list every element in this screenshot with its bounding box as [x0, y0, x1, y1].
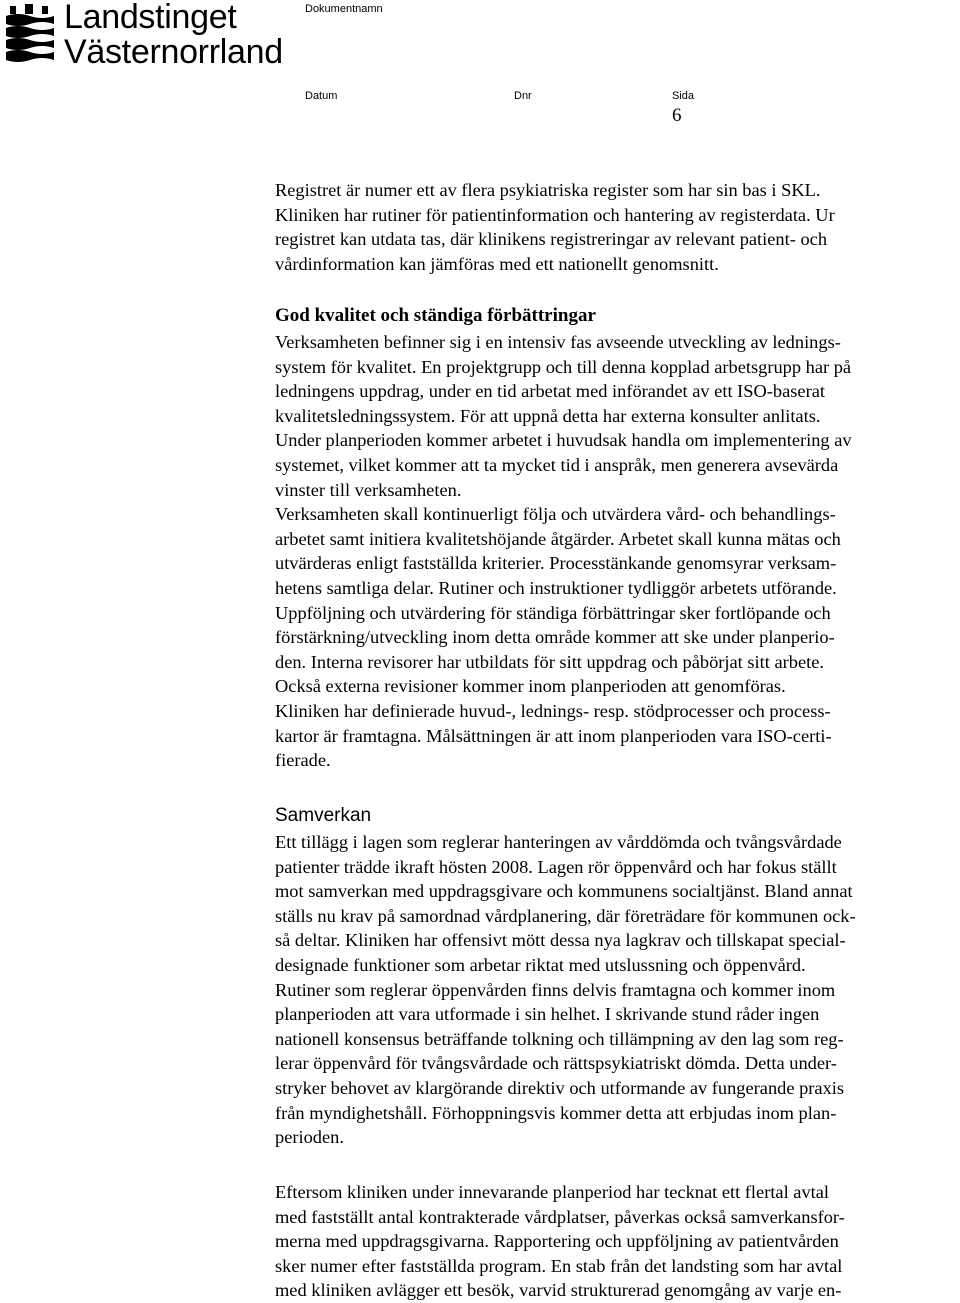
contracts-paragraph — [275, 1180, 958, 1303]
text-line: Kliniken har rutiner för patientinformation och hantering av registerdata. Ur — [275, 204, 835, 225]
section-heading-quality: God kvalitet och ständiga förbättringar — [275, 305, 596, 326]
text-line: Verksamheten skall kontinuerligt följa och utvärdera vård- och behandlings- — [275, 504, 836, 525]
text-line: fierade. — [275, 750, 331, 771]
text-line: planperioden att vara utformade i sin helhet. I skrivande stund råder ingen — [275, 1004, 820, 1025]
text-line: Rutiner som reglerar öppenvården finns delvis framtagna och kommer inom — [275, 979, 836, 1000]
text-line: stryker behovet av klargörande direktiv och utformande av fungerande praxis — [275, 1077, 845, 1098]
text-line: Också externa revisioner kommer inom planperioden att genomföras. — [275, 676, 786, 697]
text-line: nationell konsensus beträffande tolkning och tillämpning av den lag som reg- — [275, 1028, 844, 1049]
text-line: mot samverkan med uppdragsgivare och kommunens socialtjänst. Bland annat — [275, 881, 853, 902]
quality-paragraph — [275, 330, 958, 773]
organisation-name — [64, 0, 283, 70]
text-line: registret kan utdata tas, där klinikens registreringar av relevant patient- och — [275, 229, 828, 250]
text-line: så deltar. Kliniken har offensivt mött dessa nya lagkrav och tillskapat special- — [275, 930, 846, 951]
text-line: från myndighetshåll. Förhoppningsvis kommer detta att erbjudas inom plan- — [275, 1102, 837, 1123]
document-name-label: Dokumentnamn — [305, 3, 383, 15]
county-council-logo-icon — [4, 4, 56, 71]
org-name-line1: Landstinget — [64, 0, 237, 36]
text-line: perioden. — [275, 1127, 344, 1148]
text-line: Eftersom kliniken under innevarande planperiod har tecknat ett flertal avtal — [275, 1182, 830, 1202]
text-line: den. Interna revisorer har utbildats för sitt uppdrag och påbörjat sitt arbete. — [275, 651, 824, 672]
intro-paragraph — [275, 178, 958, 276]
text-line: system för kvalitet. En projektgrupp och till denna kopplad arbetsgrupp har på — [275, 356, 852, 377]
reference-number-label: Dnr — [514, 90, 532, 102]
text-line: ställs nu krav på samordnad vårdplanering, där företrädare för kommunen ock- — [275, 905, 856, 926]
text-line: patienter trädde ikraft hösten 2008. Lagen rör öppenvård och har fokus ställt — [275, 856, 837, 877]
text-line: Registret är numer ett av flera psykiatriska register som har sin bas i SKL. — [275, 180, 821, 200]
text-line: Uppföljning och utvärdering för ständiga förbättringar sker fortlöpande och — [275, 602, 831, 623]
section-heading-cooperation: Samverkan — [275, 805, 372, 826]
text-line: lerar öppenvård för tvångsvårdade och rättspsykiatriskt dömda. Detta under- — [275, 1053, 837, 1074]
text-line: merna med uppdragsgivarna. Rapportering och uppföljning av patientvården — [275, 1231, 839, 1252]
page-number: 6 — [672, 105, 682, 126]
cooperation-paragraph — [275, 830, 958, 1150]
text-line: ledningens uppdrag, under en tid arbetat med införandet av ett ISO-baserat — [275, 381, 825, 402]
text-line: Kliniken har definierade huvud-, lednings- resp. stödprocesser och process- — [275, 700, 831, 721]
text-line: vårdinformation kan jämföras med ett nationellt genomsnitt. — [275, 253, 719, 274]
text-line: arbetet samt initiera kvalitetshöjande åtgärder. Arbetet skall kunna mätas och — [275, 528, 841, 549]
text-line: Ett tillägg i lagen som reglerar hanteringen av vårddömda och tvångsvårdade — [275, 832, 842, 852]
text-line: förstärkning/utveckling inom detta område kommer att ske under planperio- — [275, 627, 835, 648]
text-line: med kliniken avlägger ett besök, varvid strukturerad genomgång av varje en- — [275, 1280, 842, 1301]
text-line: hetens samtliga delar. Rutiner och instruktioner tydliggör arbetets utförande. — [275, 577, 837, 598]
text-line: Under planperioden kommer arbetet i huvudsak handla om implementering av — [275, 430, 852, 451]
text-line: Verksamheten befinner sig i en intensiv fas avseende utveckling av lednings- — [275, 332, 841, 352]
text-line: designade funktioner som arbetar riktat med utslussning och öppenvård. — [275, 954, 806, 975]
text-line: utvärderas enligt fastställda kriterier. Processtänkande genomsyrar verksam- — [275, 553, 837, 574]
text-line: kartor är framtagna. Målsättningen är att inom planperioden vara ISO-certi- — [275, 725, 832, 746]
org-name-line2: Västernorrland — [64, 33, 283, 71]
page-label: Sida — [672, 90, 695, 102]
text-line: kvalitetsledningssystem. För att uppnå detta har externa konsulter anlitats. — [275, 405, 821, 426]
date-label: Datum — [305, 90, 338, 102]
text-line: sker numer efter fastställda program. En stab från det landsting som har avtal — [275, 1255, 843, 1276]
text-line: vinster till verksamheten. — [275, 479, 462, 500]
text-line: systemet, vilket kommer att ta mycket tid i anspråk, men generera avsevärda — [275, 454, 839, 475]
text-line: med fastställt antal kontrakterade vårdplatser, påverkas också samverkansfor- — [275, 1206, 845, 1227]
